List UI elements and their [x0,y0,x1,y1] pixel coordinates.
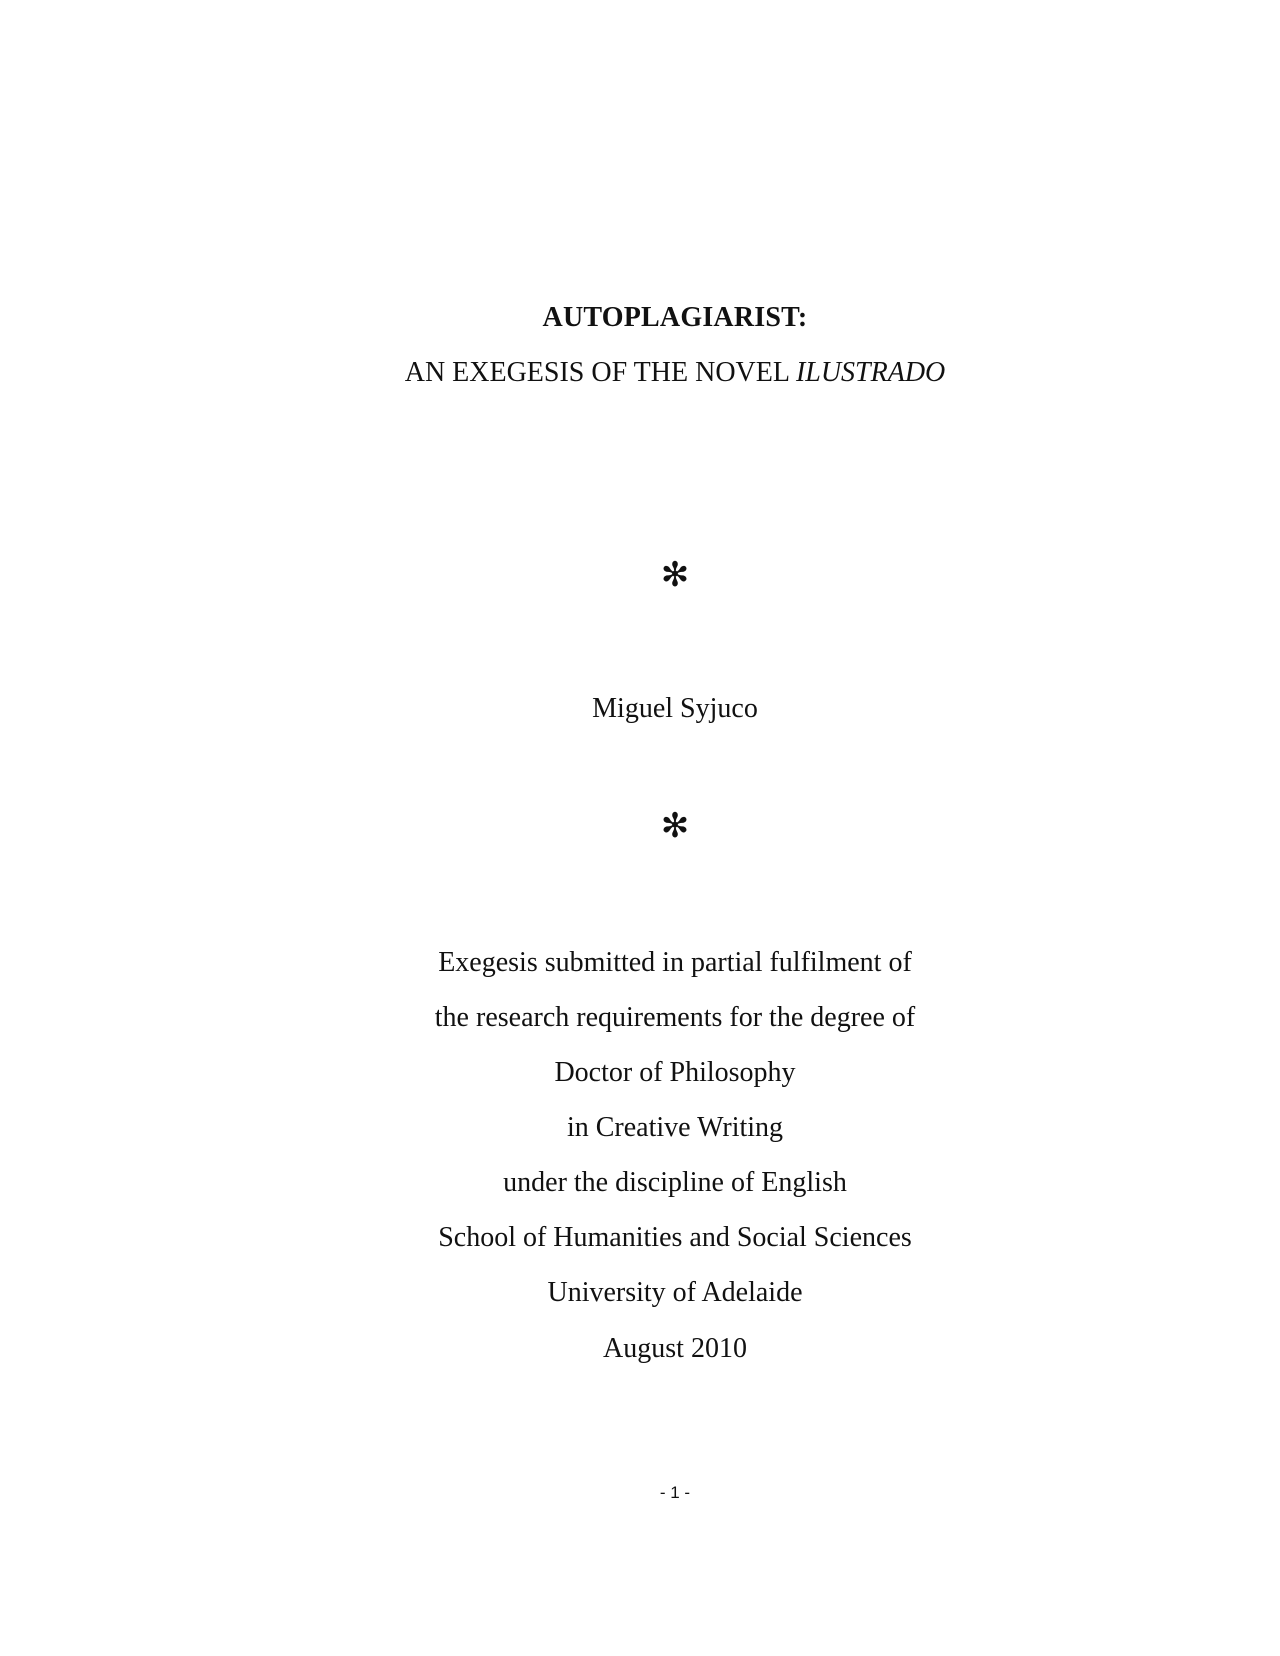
novel-title: ILUSTRADO [795,357,946,388]
document-title: AUTOPLAGIARIST: [542,302,808,333]
page-number: - 1 - [659,1483,691,1502]
separator-asterisk-icon: ✻ [660,555,690,595]
separator-asterisk-icon: ✻ [660,806,690,846]
date-line: August 2010 [603,1333,747,1364]
school-line: School of Humanities and Social Sciences [438,1222,912,1253]
author-name: Miguel Syjuco [592,693,758,724]
degree-line: Doctor of Philosophy [554,1057,796,1088]
discipline-line: under the discipline of English [503,1167,847,1198]
document-subtitle [0,357,1280,389]
field-line: in Creative Writing [566,1112,784,1143]
subtitle-prefix: AN EXEGESIS OF THE NOVEL [404,357,796,388]
submission-line: the research requirements for the degree of [434,1002,916,1033]
university-line: University of Adelaide [547,1277,803,1308]
submission-line: Exegesis submitted in partial fulfilment of [438,947,912,978]
